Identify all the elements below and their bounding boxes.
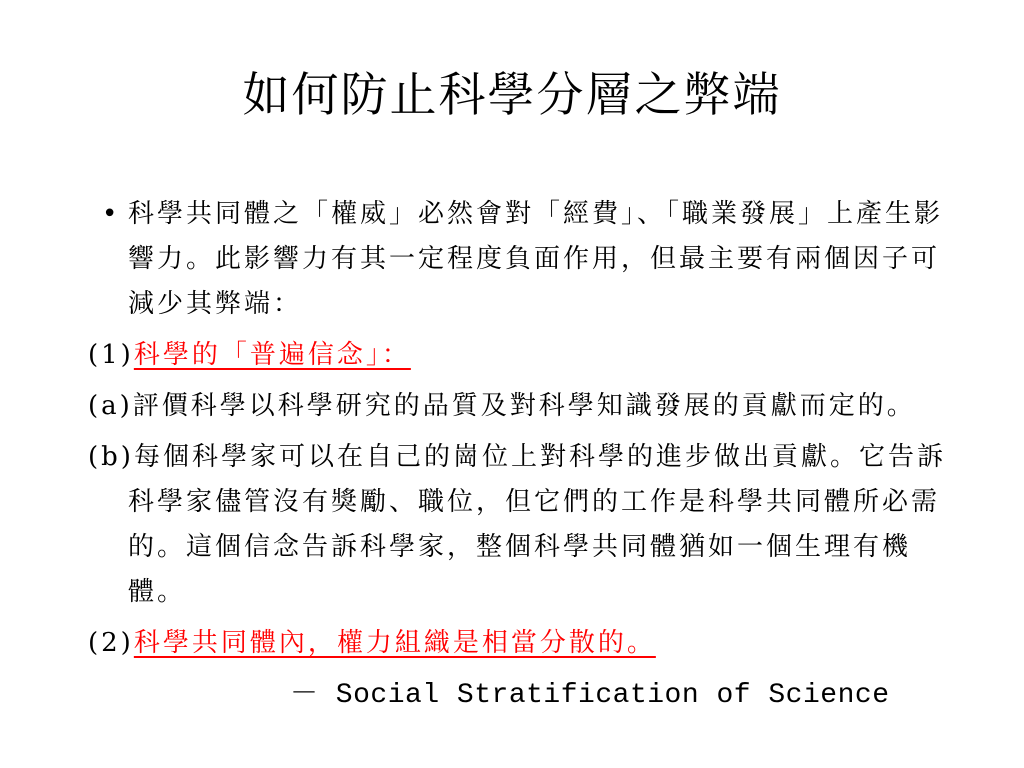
item-2 (88, 621, 948, 666)
slide-title: 如何防止科學分層之弊端 (242, 68, 782, 123)
item-2-label: (2) (88, 628, 134, 658)
bullet-marker: • (102, 199, 121, 229)
item-a-label: (a) (88, 391, 133, 421)
slide-body (88, 192, 948, 666)
item-2-text: 科學共同體內，權力組織是相當分散的。 (133, 628, 656, 658)
bullet-paragraph (88, 192, 948, 327)
item-b-text: 每個科學家可以在自己的崗位上對科學的進步做出貢獻。它告訴科學家儘管沒有獎勵、職位，但它們的工作是科學共同體所必需的。這個信念告訴科學家，整個科學共同體猶如一個生理有機體。 (128, 442, 946, 607)
item-b (88, 435, 948, 615)
bullet-text: 科學共同體之「權威」必然會對「經費」、「職業發展」上產生影響力。此影響力有其一定程度負面作用，但最主要有兩個因子可減少其弊端： (128, 199, 944, 319)
item-a (88, 384, 948, 429)
item-1-text: 科學的「普遍信念」： (133, 340, 411, 370)
item-a-text: 評價科學以科學研究的品質及對科學知識發展的貢獻而定的。 (132, 391, 916, 421)
attribution: － Social Stratification of Science (290, 680, 890, 711)
item-1-label: (1) (88, 340, 134, 370)
item-b-label: (b) (88, 442, 134, 472)
item-1 (88, 333, 948, 378)
